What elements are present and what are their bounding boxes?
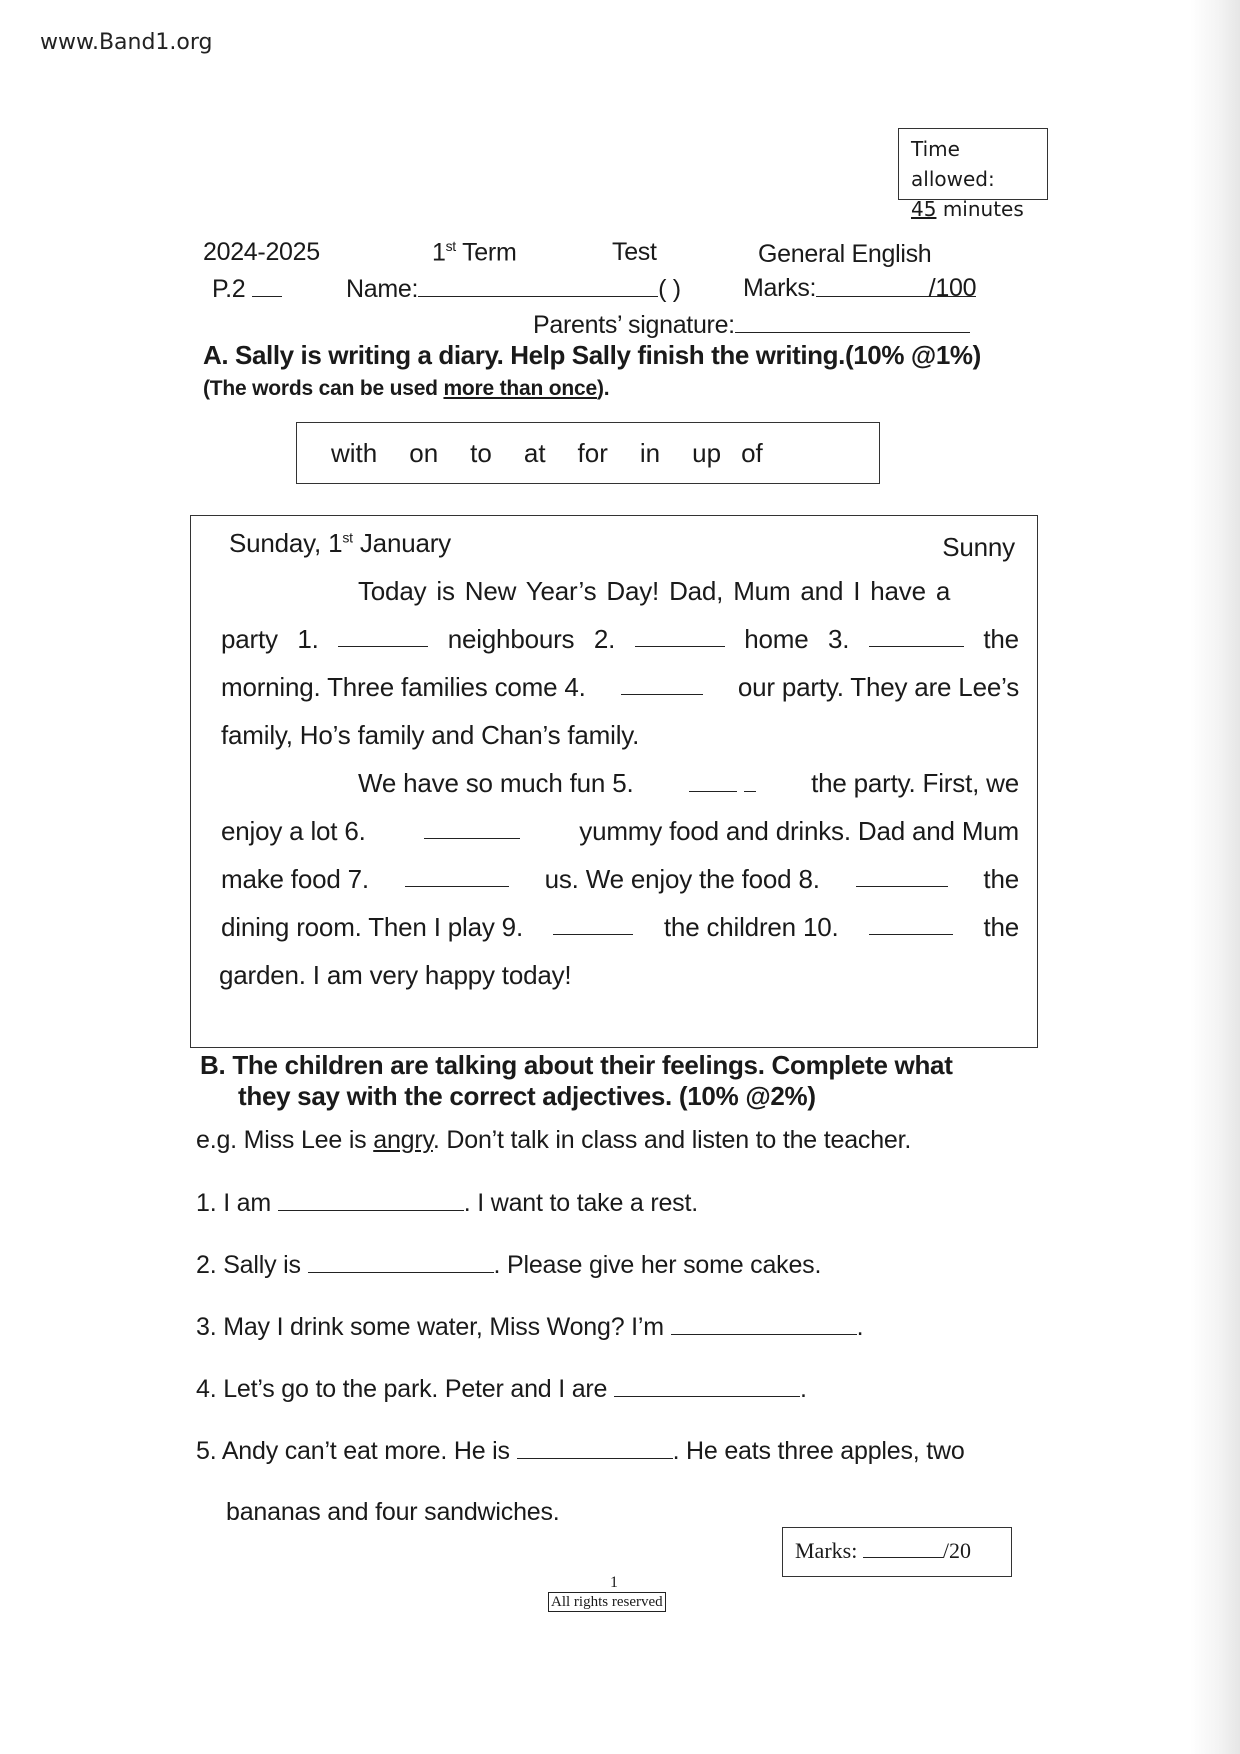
blank-1[interactable] — [338, 624, 428, 647]
word-bank-item: for — [577, 437, 608, 468]
word-bank-item: of — [741, 437, 763, 468]
word-bank-item: in — [639, 437, 661, 468]
diary-line: make food 7. us. We enjoy the food 8. the — [221, 864, 1019, 894]
diary-box — [190, 515, 1038, 1048]
page-number: 1 — [610, 1574, 618, 1591]
scan-edge-shadow — [1190, 0, 1240, 1754]
diary-line: morning. Three families come 4. our party. They are Lee’s — [221, 672, 1019, 702]
example-sentence: e.g. Miss Lee is angry. Don’t talk in class and listen to the teacher. — [196, 1126, 912, 1154]
diary-date: Sunday, 1st January — [229, 528, 451, 558]
diary-line: family, Ho’s family and Chan’s family. — [221, 720, 640, 750]
question-5: 5. Andy can’t eat more. He is . He eats three apples, two — [196, 1437, 965, 1465]
blank-5[interactable] — [689, 769, 737, 792]
question-1: 1. I am . I want to take a rest. — [196, 1189, 698, 1217]
time-value: 45 minutes — [911, 197, 1024, 221]
section-a-instruction: (The words can be used more than once). — [203, 377, 610, 400]
word-bank-item: with — [331, 437, 378, 468]
signature-field: Parents’ signature: — [533, 310, 970, 340]
section-b-marks-box: Marks: /20 — [782, 1527, 1012, 1577]
answer-blank-3[interactable] — [671, 1312, 857, 1335]
test-label: Test — [612, 238, 657, 266]
name-field: Name: ( ) — [346, 275, 681, 303]
section-a-title: A. Sally is writing a diary. Help Sally finish the writing.(10% @1%) — [203, 340, 981, 370]
diary-line: party 1. neighbours 2. home 3. the — [221, 624, 1019, 654]
section-b-title: B. The children are talking about their feelings. Complete what they say with the correct adjectives. (10% @2%) — [200, 1050, 953, 1111]
blank-9[interactable] — [553, 912, 633, 935]
blank-7[interactable] — [405, 864, 509, 887]
time-label: Time allowed: — [911, 137, 995, 191]
term: 1st Term — [432, 238, 517, 267]
word-bank-item: at — [523, 437, 546, 468]
word-bank-item: up — [692, 437, 722, 468]
time-allowed-box — [898, 128, 1048, 221]
marks-field: Marks: /100 — [743, 274, 977, 302]
class-blank[interactable] — [252, 274, 282, 297]
question-4: 4. Let’s go to the park. Peter and I are . — [196, 1375, 807, 1403]
blank-2[interactable] — [635, 624, 725, 647]
subject: General English — [758, 240, 932, 268]
blank-6[interactable] — [424, 816, 520, 839]
blank-3[interactable] — [869, 624, 964, 647]
year: 2024-2025 — [203, 238, 320, 266]
marks-blank[interactable]: /100 — [816, 274, 976, 297]
question-5-continued: bananas and four sandwiches. — [226, 1498, 560, 1526]
answer-blank-4[interactable] — [614, 1374, 800, 1397]
word-bank-item: on — [409, 437, 439, 468]
section-b-marks-blank[interactable] — [863, 1539, 943, 1558]
blank-10[interactable] — [869, 912, 953, 935]
word-bank — [296, 422, 880, 484]
blank-4[interactable] — [621, 672, 703, 695]
diary-line: We have so much fun 5. the party. First, we — [358, 768, 1019, 798]
answer-blank-2[interactable] — [308, 1250, 494, 1273]
signature-blank[interactable] — [735, 310, 970, 333]
example-answer: angry — [373, 1126, 433, 1154]
watermark: www.Band1.org — [40, 30, 213, 55]
diary-line: garden. I am very happy today! — [219, 960, 572, 990]
class-field: P.2 — [212, 274, 282, 304]
diary-weather: Sunny — [942, 532, 1015, 562]
blank-5-tail — [744, 769, 756, 792]
word-bank-item: to — [470, 437, 492, 468]
question-2: 2. Sally is . Please give her some cakes. — [196, 1251, 822, 1279]
answer-blank-1[interactable] — [278, 1188, 464, 1211]
diary-line: Today is New Year’s Day! Dad, Mum and I have a — [358, 576, 951, 606]
question-3: 3. May I drink some water, Miss Wong? I’m . — [196, 1313, 864, 1341]
rights-notice: All rights reserved — [548, 1592, 666, 1612]
blank-8[interactable] — [856, 864, 948, 887]
diary-line: dining room. Then I play 9. the children 10. the — [221, 912, 1019, 942]
name-blank[interactable] — [418, 274, 658, 297]
answer-blank-5[interactable] — [517, 1436, 673, 1459]
diary-line: enjoy a lot 6. yummy food and drinks. Dad and Mum — [221, 816, 1019, 846]
